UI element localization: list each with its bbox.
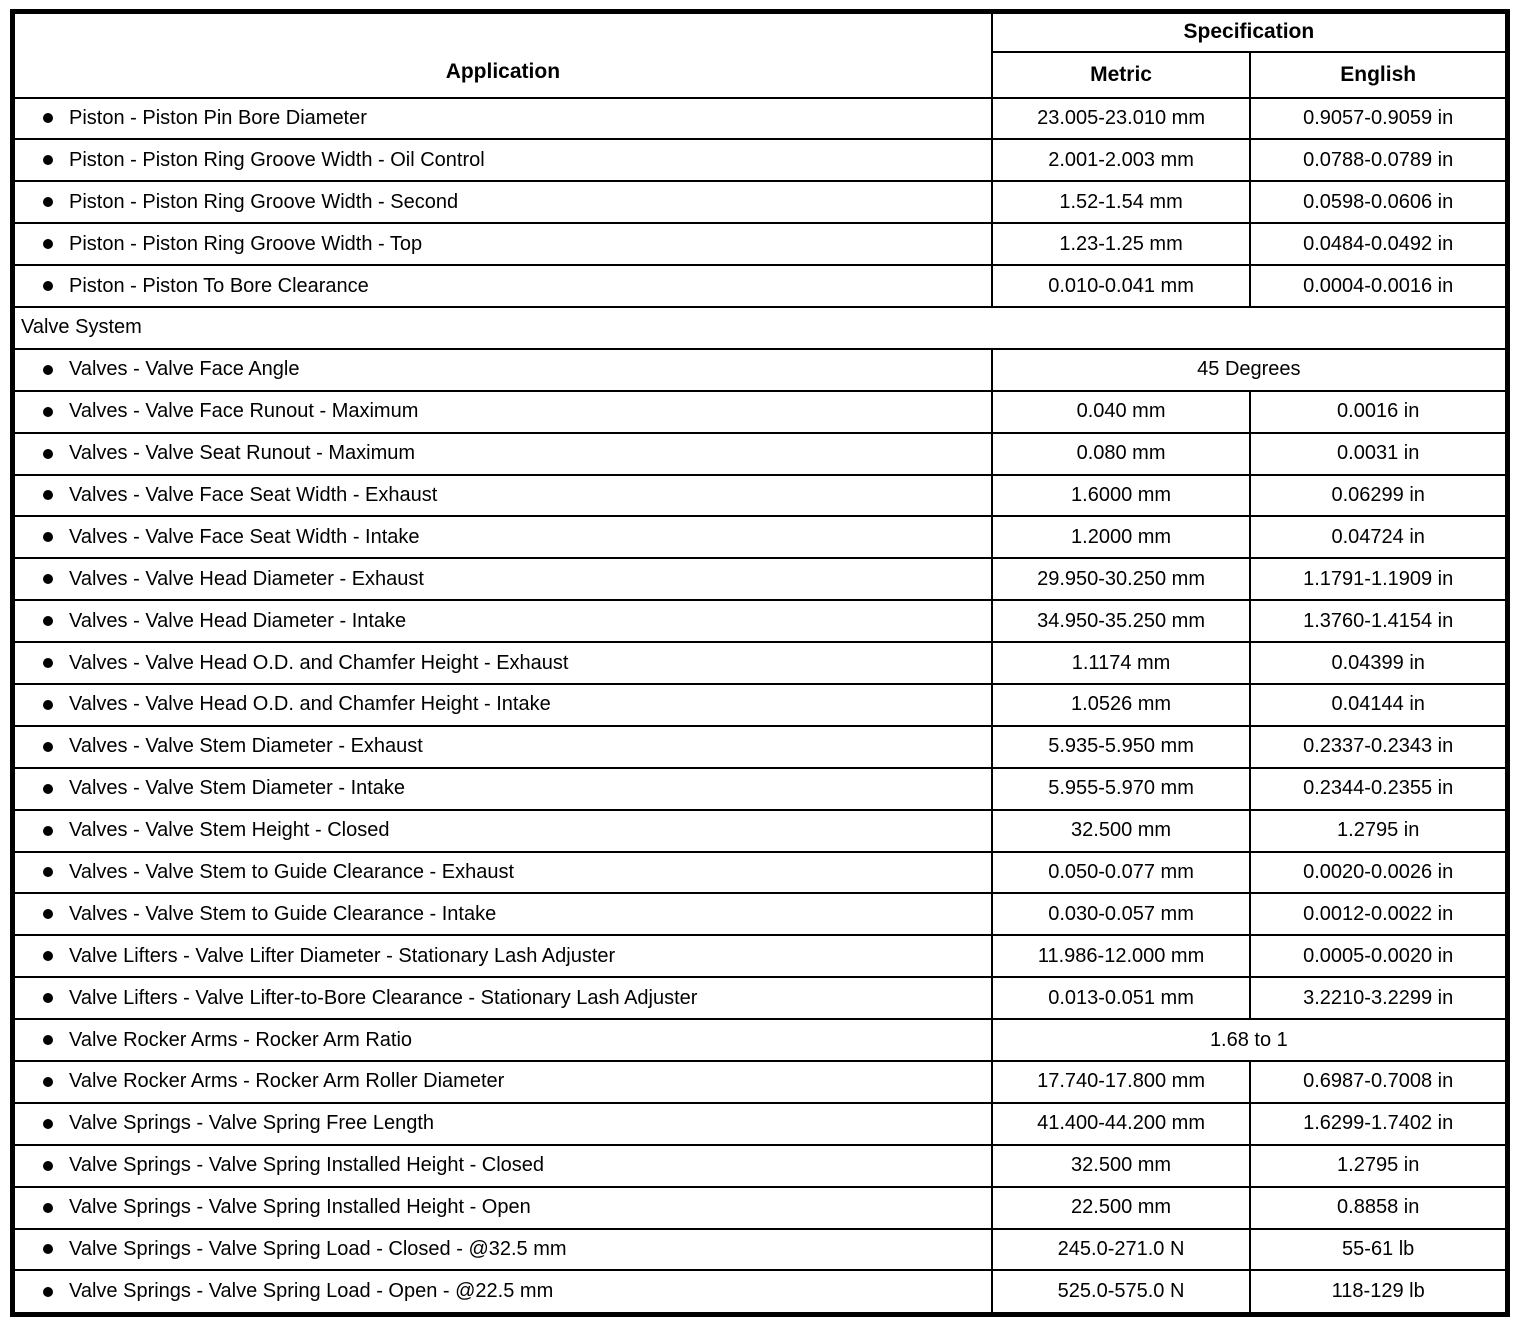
application-label: Piston - Piston Ring Groove Width - Oil Control xyxy=(69,148,485,171)
application-cell-content xyxy=(15,652,983,675)
application-label: Valves - Valve Face Angle xyxy=(69,358,300,381)
bullet-icon xyxy=(43,1077,53,1087)
metric-column-header: Metric xyxy=(992,52,1251,98)
application-cell-content xyxy=(15,1196,983,1219)
application-cell xyxy=(13,98,992,140)
application-label: Valve Springs - Valve Spring Installed Height - Open xyxy=(69,1196,531,1219)
english-value-cell: 0.2344-0.2355 in xyxy=(1250,768,1507,810)
bullet-icon xyxy=(43,532,53,542)
table-row xyxy=(13,1019,1508,1061)
application-cell xyxy=(13,1229,992,1271)
metric-value-cell: 1.2000 mm xyxy=(992,516,1251,558)
english-value-cell: 0.0031 in xyxy=(1250,433,1507,475)
application-cell xyxy=(13,181,992,223)
application-cell xyxy=(13,516,992,558)
application-cell xyxy=(13,265,992,307)
application-cell-content xyxy=(15,1280,983,1303)
application-cell xyxy=(13,139,992,181)
bullet-icon xyxy=(43,909,53,919)
english-value-cell: 1.6299-1.7402 in xyxy=(1250,1103,1507,1145)
metric-value-cell: 1.1174 mm xyxy=(992,642,1251,684)
application-label: Valves - Valve Face Seat Width - Exhaust xyxy=(69,483,438,506)
english-value-cell: 0.0012-0.0022 in xyxy=(1250,893,1507,935)
specification-span-cell: 45 Degrees xyxy=(992,349,1508,391)
application-cell-content xyxy=(15,442,983,465)
metric-value-cell: 1.0526 mm xyxy=(992,684,1251,726)
specification-column-header: Specification xyxy=(992,12,1508,52)
application-cell xyxy=(13,600,992,642)
table-row xyxy=(13,768,1508,810)
header-row-specification xyxy=(13,12,1508,52)
english-value-cell: 0.04399 in xyxy=(1250,642,1507,684)
application-cell xyxy=(13,852,992,894)
bullet-icon xyxy=(43,197,53,207)
application-cell-content xyxy=(15,526,983,549)
bullet-icon xyxy=(43,742,53,752)
bullet-icon xyxy=(43,1119,53,1129)
bullet-icon xyxy=(43,700,53,710)
metric-value-cell: 525.0-575.0 N xyxy=(992,1270,1251,1314)
application-cell xyxy=(13,391,992,433)
application-label: Valves - Valve Face Runout - Maximum xyxy=(69,400,419,423)
application-label: Valve Springs - Valve Spring Load - Closed - @32.5 mm xyxy=(69,1237,567,1260)
application-cell-content xyxy=(15,987,983,1010)
english-value-cell: 0.0005-0.0020 in xyxy=(1250,935,1507,977)
english-value-cell: 0.8858 in xyxy=(1250,1187,1507,1229)
metric-value-cell: 23.005-23.010 mm xyxy=(992,98,1251,140)
table-row xyxy=(13,307,1508,349)
english-value-cell: 0.6987-0.7008 in xyxy=(1250,1061,1507,1103)
application-cell xyxy=(13,558,992,600)
application-label: Valve Lifters - Valve Lifter Diameter - Stationary Lash Adjuster xyxy=(69,944,616,967)
english-value-cell: 55-61 lb xyxy=(1250,1229,1507,1271)
application-cell-content xyxy=(15,777,983,800)
bullet-icon xyxy=(43,993,53,1003)
application-cell-content xyxy=(15,400,983,423)
english-value-cell: 1.2795 in xyxy=(1250,1145,1507,1187)
application-cell xyxy=(13,726,992,768)
application-cell-content xyxy=(15,693,983,716)
bullet-icon xyxy=(43,658,53,668)
application-label: Valves - Valve Stem to Guide Clearance - Exhaust xyxy=(69,860,515,883)
application-cell-content xyxy=(15,149,983,172)
english-value-cell: 0.0788-0.0789 in xyxy=(1250,139,1507,181)
english-value-cell: 0.0598-0.0606 in xyxy=(1250,181,1507,223)
metric-value-cell: 1.6000 mm xyxy=(992,475,1251,517)
english-value-cell: 0.0020-0.0026 in xyxy=(1250,852,1507,894)
application-cell-content xyxy=(15,1154,983,1177)
application-label: Valves - Valve Head Diameter - Exhaust xyxy=(69,567,424,590)
table-row xyxy=(13,1061,1508,1103)
metric-value-cell: 32.500 mm xyxy=(992,810,1251,852)
table-row xyxy=(13,265,1508,307)
metric-value-cell: 34.950-35.250 mm xyxy=(992,600,1251,642)
table-row xyxy=(13,223,1508,265)
metric-value-cell: 245.0-271.0 N xyxy=(992,1229,1251,1271)
english-value-cell: 1.1791-1.1909 in xyxy=(1250,558,1507,600)
application-label: Valve Rocker Arms - Rocker Arm Roller Diameter xyxy=(69,1070,505,1093)
application-column-header: Application xyxy=(13,12,992,98)
bullet-icon xyxy=(43,616,53,626)
application-label: Piston - Piston Ring Groove Width - Second xyxy=(69,190,459,213)
application-cell xyxy=(13,1145,992,1187)
application-cell xyxy=(13,768,992,810)
table-row xyxy=(13,1270,1508,1314)
english-value-cell: 0.04144 in xyxy=(1250,684,1507,726)
bullet-icon xyxy=(43,113,53,123)
table-row xyxy=(13,181,1508,223)
application-cell-content xyxy=(15,191,983,214)
application-label: Valves - Valve Stem Diameter - Exhaust xyxy=(69,735,423,758)
bullet-icon xyxy=(43,1287,53,1297)
application-label: Valve Springs - Valve Spring Installed Height - Closed xyxy=(69,1154,545,1177)
spec-table-body xyxy=(13,98,1508,1315)
application-cell xyxy=(13,977,992,1019)
table-row xyxy=(13,98,1508,140)
metric-value-cell: 1.23-1.25 mm xyxy=(992,223,1251,265)
table-row xyxy=(13,600,1508,642)
application-cell-content xyxy=(15,107,983,130)
table-row xyxy=(13,935,1508,977)
metric-value-cell: 17.740-17.800 mm xyxy=(992,1061,1251,1103)
english-value-cell: 1.2795 in xyxy=(1250,810,1507,852)
metric-value-cell: 32.500 mm xyxy=(992,1145,1251,1187)
application-label: Valves - Valve Head Diameter - Intake xyxy=(69,609,407,632)
table-row xyxy=(13,433,1508,475)
bullet-icon xyxy=(43,784,53,794)
application-cell-content xyxy=(15,735,983,758)
bullet-icon xyxy=(43,867,53,877)
bullet-icon xyxy=(43,281,53,291)
english-value-cell: 3.2210-3.2299 in xyxy=(1250,977,1507,1019)
table-row xyxy=(13,139,1508,181)
table-header xyxy=(13,12,1508,98)
table-row xyxy=(13,852,1508,894)
application-cell xyxy=(13,349,992,391)
application-cell-content xyxy=(15,819,983,842)
section-header-cell: Valve System xyxy=(13,307,1508,349)
application-cell xyxy=(13,1103,992,1145)
application-label: Valve Lifters - Valve Lifter-to-Bore Clearance - Stationary Lash Adjuster xyxy=(69,986,698,1009)
application-cell xyxy=(13,935,992,977)
application-cell xyxy=(13,642,992,684)
table-row xyxy=(13,1187,1508,1229)
english-value-cell: 1.3760-1.4154 in xyxy=(1250,600,1507,642)
application-cell xyxy=(13,684,992,726)
application-label: Valve Rocker Arms - Rocker Arm Ratio xyxy=(69,1028,413,1051)
bullet-icon xyxy=(43,407,53,417)
application-label: Valves - Valve Stem Height - Closed xyxy=(69,819,390,842)
application-label: Valves - Valve Stem Diameter - Intake xyxy=(69,777,406,800)
application-cell-content xyxy=(15,1070,983,1093)
metric-value-cell: 0.080 mm xyxy=(992,433,1251,475)
application-cell-content xyxy=(15,1029,983,1052)
metric-value-cell: 41.400-44.200 mm xyxy=(992,1103,1251,1145)
application-cell-content xyxy=(15,861,983,884)
application-label: Valves - Valve Stem to Guide Clearance - Intake xyxy=(69,902,497,925)
bullet-icon xyxy=(43,1203,53,1213)
application-cell xyxy=(13,1019,992,1061)
bullet-icon xyxy=(43,1035,53,1045)
bullet-icon xyxy=(43,239,53,249)
table-row xyxy=(13,475,1508,517)
application-cell-content xyxy=(15,1112,983,1135)
bullet-icon xyxy=(43,449,53,459)
application-label: Valves - Valve Head O.D. and Chamfer Height - Intake xyxy=(69,693,551,716)
english-value-cell: 0.04724 in xyxy=(1250,516,1507,558)
metric-value-cell: 5.935-5.950 mm xyxy=(992,726,1251,768)
bullet-icon xyxy=(43,490,53,500)
metric-value-cell: 0.050-0.077 mm xyxy=(992,852,1251,894)
application-cell-content xyxy=(15,484,983,507)
application-label: Valves - Valve Face Seat Width - Intake xyxy=(69,525,420,548)
application-cell-content xyxy=(15,233,983,256)
application-label: Valve Springs - Valve Spring Load - Open - @22.5 mm xyxy=(69,1280,554,1303)
application-label: Valve Springs - Valve Spring Free Length xyxy=(69,1112,435,1135)
application-label: Valves - Valve Seat Runout - Maximum xyxy=(69,442,416,465)
bullet-icon xyxy=(43,1161,53,1171)
application-cell xyxy=(13,893,992,935)
application-label: Piston - Piston Ring Groove Width - Top xyxy=(69,232,423,255)
application-cell xyxy=(13,810,992,852)
english-value-cell: 0.9057-0.9059 in xyxy=(1250,98,1507,140)
bullet-icon xyxy=(43,365,53,375)
table-row xyxy=(13,349,1508,391)
application-cell-content xyxy=(15,358,983,381)
metric-value-cell: 0.010-0.041 mm xyxy=(992,265,1251,307)
application-cell xyxy=(13,1187,992,1229)
bullet-icon xyxy=(43,1244,53,1254)
english-value-cell: 118-129 lb xyxy=(1250,1270,1507,1314)
application-cell xyxy=(13,433,992,475)
bullet-icon xyxy=(43,574,53,584)
english-column-header: English xyxy=(1250,52,1507,98)
metric-value-cell: 11.986-12.000 mm xyxy=(992,935,1251,977)
application-label: Valves - Valve Head O.D. and Chamfer Height - Exhaust xyxy=(69,651,569,674)
application-cell-content xyxy=(15,610,983,633)
english-value-cell: 0.06299 in xyxy=(1250,475,1507,517)
english-value-cell: 0.0004-0.0016 in xyxy=(1250,265,1507,307)
english-value-cell: 0.0484-0.0492 in xyxy=(1250,223,1507,265)
table-row xyxy=(13,516,1508,558)
table-row xyxy=(13,726,1508,768)
specification-span-cell: 1.68 to 1 xyxy=(992,1019,1508,1061)
table-row xyxy=(13,977,1508,1019)
table-row xyxy=(13,391,1508,433)
application-cell-content xyxy=(15,275,983,298)
metric-value-cell: 0.030-0.057 mm xyxy=(992,893,1251,935)
specifications-table xyxy=(10,9,1510,1317)
application-cell-content xyxy=(15,1238,983,1261)
table-row xyxy=(13,558,1508,600)
application-cell xyxy=(13,475,992,517)
table-row xyxy=(13,810,1508,852)
application-label: Piston - Piston To Bore Clearance xyxy=(69,274,369,297)
application-cell-content xyxy=(15,903,983,926)
application-cell-content xyxy=(15,568,983,591)
table-row xyxy=(13,684,1508,726)
table-row xyxy=(13,1145,1508,1187)
metric-value-cell: 0.013-0.051 mm xyxy=(992,977,1251,1019)
english-value-cell: 0.2337-0.2343 in xyxy=(1250,726,1507,768)
application-cell xyxy=(13,223,992,265)
application-label: Piston - Piston Pin Bore Diameter xyxy=(69,106,367,129)
bullet-icon xyxy=(43,155,53,165)
metric-value-cell: 2.001-2.003 mm xyxy=(992,139,1251,181)
metric-value-cell: 1.52-1.54 mm xyxy=(992,181,1251,223)
application-cell-content xyxy=(15,945,983,968)
metric-value-cell: 0.040 mm xyxy=(992,391,1251,433)
metric-value-cell: 29.950-30.250 mm xyxy=(992,558,1251,600)
english-value-cell: 0.0016 in xyxy=(1250,391,1507,433)
table-row xyxy=(13,1229,1508,1271)
table-row xyxy=(13,642,1508,684)
bullet-icon xyxy=(43,951,53,961)
application-cell xyxy=(13,1061,992,1103)
metric-value-cell: 22.500 mm xyxy=(992,1187,1251,1229)
bullet-icon xyxy=(43,826,53,836)
metric-value-cell: 5.955-5.970 mm xyxy=(992,768,1251,810)
table-row xyxy=(13,1103,1508,1145)
application-cell xyxy=(13,1270,992,1314)
table-row xyxy=(13,893,1508,935)
